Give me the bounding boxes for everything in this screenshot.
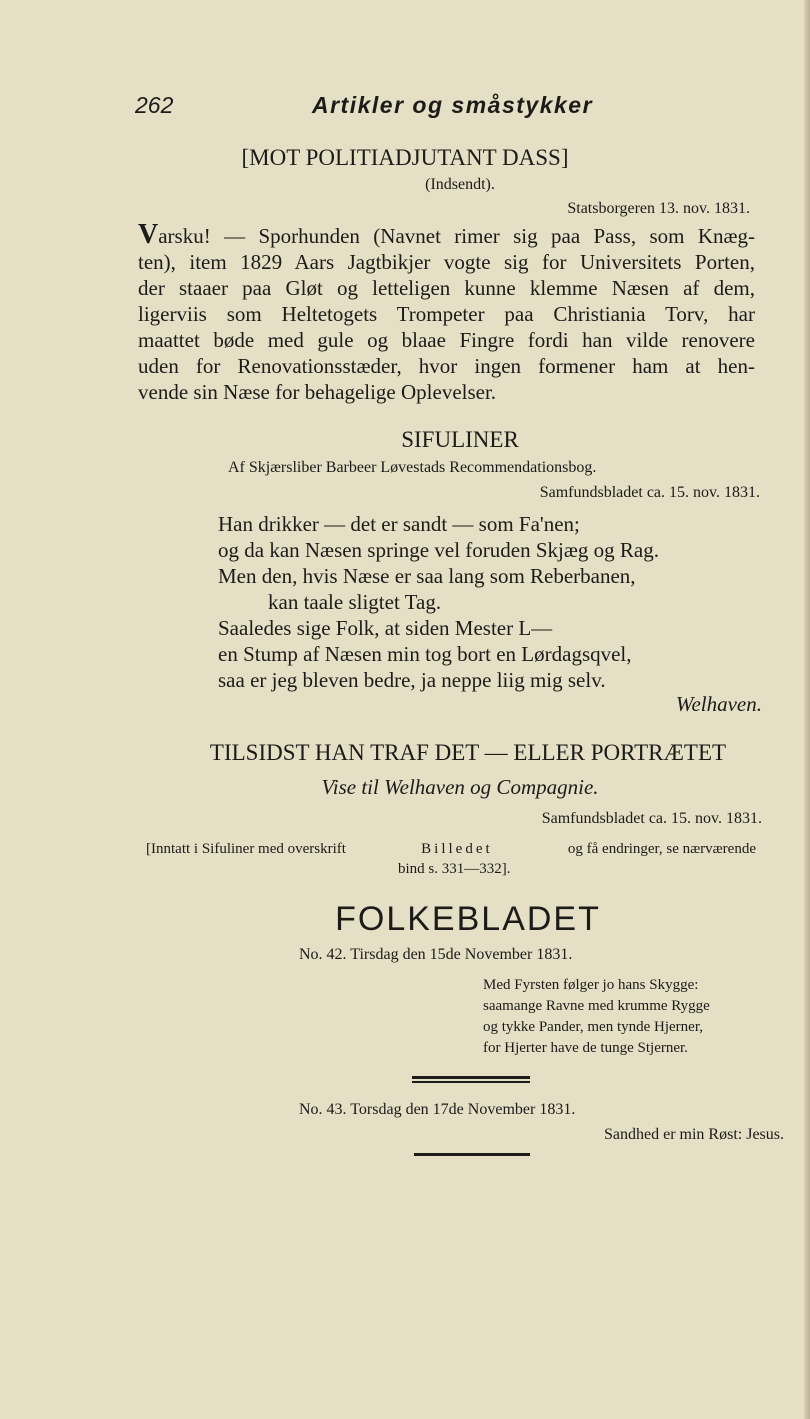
section1-paragraph	[138, 219, 755, 405]
poem-line: Saaledes sige Folk, at siden Mester L—	[218, 616, 553, 640]
paragraph-line: uden for Renovationsstæder, hvor ingen formener ham at hen-	[138, 354, 755, 378]
page-edge	[804, 0, 810, 1419]
folkebladet-motto	[483, 975, 783, 1059]
spaced-word: Billedet	[421, 841, 493, 857]
motto-2: Sandhed er min Røst: Jesus.	[604, 1126, 784, 1143]
section2-source: Samfundsbladet ca. 15. nov. 1831.	[539, 484, 760, 501]
drop-cap: V	[138, 219, 159, 250]
section2-signature: Welhaven.	[675, 692, 762, 716]
issue-42-line: No. 42. Tirsdag den 15de November 1831.	[299, 946, 573, 963]
issue-43-line: No. 43. Torsdag den 17de November 1831.	[299, 1101, 576, 1118]
folkebladet-title: FOLKEBLADET	[335, 900, 601, 938]
page-number: 262	[135, 92, 174, 118]
paragraph-line: ligerviis som Heltetogets Trompeter paa Christiania Torv, har	[138, 302, 755, 326]
section3-note-line1: [Inntatt i Sifuliner med overskrift Billedet og få endringer, se nærværende	[146, 841, 756, 857]
paragraph-line: Varsku! — Sporhunden (Navnet rimer sig paa Pass, som Knæg-	[138, 219, 755, 250]
divider-rule-thin	[412, 1081, 530, 1083]
poem-line: kan taale sligtet Tag.	[268, 590, 442, 614]
paragraph-line: maattet bøde med gule og blaae Fingre fordi han vilde renovere	[138, 328, 755, 352]
poem-line: Han drikker — det er sandt — som Fa'nen;	[218, 512, 580, 536]
motto-line: for Hjerter have de tunge Stjerner.	[483, 1040, 688, 1056]
section1-subtitle: (Indsendt).	[425, 176, 495, 193]
paragraph-line: ten), item 1829 Aars Jagtbikjer vogte sig for Universitets Porten,	[138, 250, 755, 274]
section3-subtitle: Vise til Welhaven og Compagnie.	[321, 775, 599, 799]
end-rule	[414, 1153, 530, 1156]
poem-line: Men den, hvis Næse er saa lang som Reberbanen,	[218, 564, 636, 588]
section1-source: Statsborgeren 13. nov. 1831.	[567, 200, 750, 217]
section3-title: TILSIDST HAN TRAF DET — ELLER PORTRÆTET	[209, 740, 727, 765]
paragraph-line: vende sin Næse for behagelige Oplevelser.	[138, 380, 497, 404]
motto-line: Med Fyrsten følger jo hans Skygge:	[483, 977, 699, 993]
running-head-title: Artikler og småstykker	[312, 92, 594, 118]
poem-line: og da kan Næsen springe vel foruden Skjæg og Rag.	[218, 538, 659, 562]
poem-line: en Stump af Næsen min tog bort en Lørdagsqvel,	[218, 642, 632, 666]
section2-title: SIFULINER	[401, 427, 519, 452]
motto-line: saamange Ravne med krumme Rygge	[483, 998, 710, 1014]
motto-line: og tykke Pander, men tynde Hjerner,	[483, 1019, 703, 1035]
section2-subtitle: Af Skjærsliber Barbeer Løvestads Recommendationsbog.	[228, 459, 597, 476]
paragraph-line: der staaer paa Gløt og letteligen kunne klemme Næsen af dem,	[138, 276, 755, 300]
poem-line: saa er jeg bleven bedre, ja neppe liig mig selv.	[218, 668, 606, 692]
section3-note-line2: bind s. 331—332].	[398, 861, 511, 877]
section3-source: Samfundsbladet ca. 15. nov. 1831.	[541, 810, 762, 827]
section1-title: [MOT POLITIADJUTANT DASS]	[241, 145, 569, 170]
divider-rule	[412, 1076, 530, 1079]
